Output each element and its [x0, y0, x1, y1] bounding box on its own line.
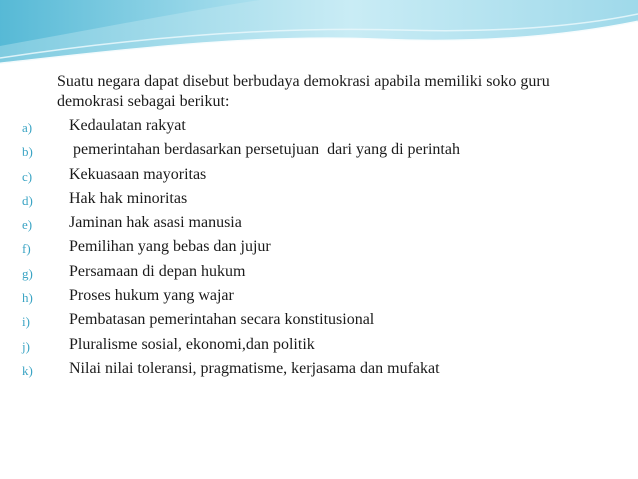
list-item — [0, 116, 638, 140]
list-item-text: Pemilihan yang bebas dan jujur — [69, 238, 271, 256]
list-marker: a) — [22, 120, 33, 135]
list-item — [0, 310, 638, 334]
list-item — [0, 359, 638, 383]
list-marker: c) — [22, 168, 33, 184]
list-marker: d) — [22, 192, 33, 208]
intro-text: Suatu negara dapat disebut berbudaya demokrasi apabila memiliki soko guru demokrasi sebagai berikut: — [57, 73, 550, 110]
list-item-text: Pluralisme sosial, ekonomi,dan politik — [69, 335, 315, 353]
list-item — [0, 286, 638, 310]
list-marker: h) — [22, 290, 33, 306]
list-item — [0, 189, 638, 213]
list-item — [0, 237, 638, 261]
list-marker: g) — [22, 265, 33, 281]
list-item — [0, 262, 638, 286]
list-item-text: Persamaan di depan hukum — [69, 262, 246, 280]
list-marker: f) — [22, 241, 31, 257]
list-marker: e) — [22, 217, 33, 233]
list-item — [0, 165, 638, 189]
list-marker: b) — [22, 144, 33, 160]
list-item — [0, 335, 638, 359]
list-item-text: Jaminan hak asasi manusia — [69, 214, 242, 232]
list-item-text: Nilai nilai toleransi, pragmatisme, kerjasama dan mufakat — [69, 359, 440, 377]
list-marker: j) — [22, 338, 30, 354]
list-item-text: Kedaulatan rakyat — [69, 117, 186, 134]
criteria-list — [0, 116, 638, 383]
list-marker: k) — [22, 362, 33, 378]
list-item-text: Proses hukum yang wajar — [69, 287, 234, 305]
list-item — [0, 140, 638, 164]
list-item-text: Hak hak minoritas — [69, 189, 188, 207]
list-item-text: Kekuasaan mayoritas — [69, 165, 207, 183]
list-item — [0, 213, 638, 237]
list-marker: i) — [22, 314, 30, 330]
list-item-text: pemerintahan berdasarkan persetujuan dari yang di perintah — [69, 141, 460, 159]
list-item-text: Pembatasan pemerintahan secara konstitusional — [69, 311, 375, 329]
